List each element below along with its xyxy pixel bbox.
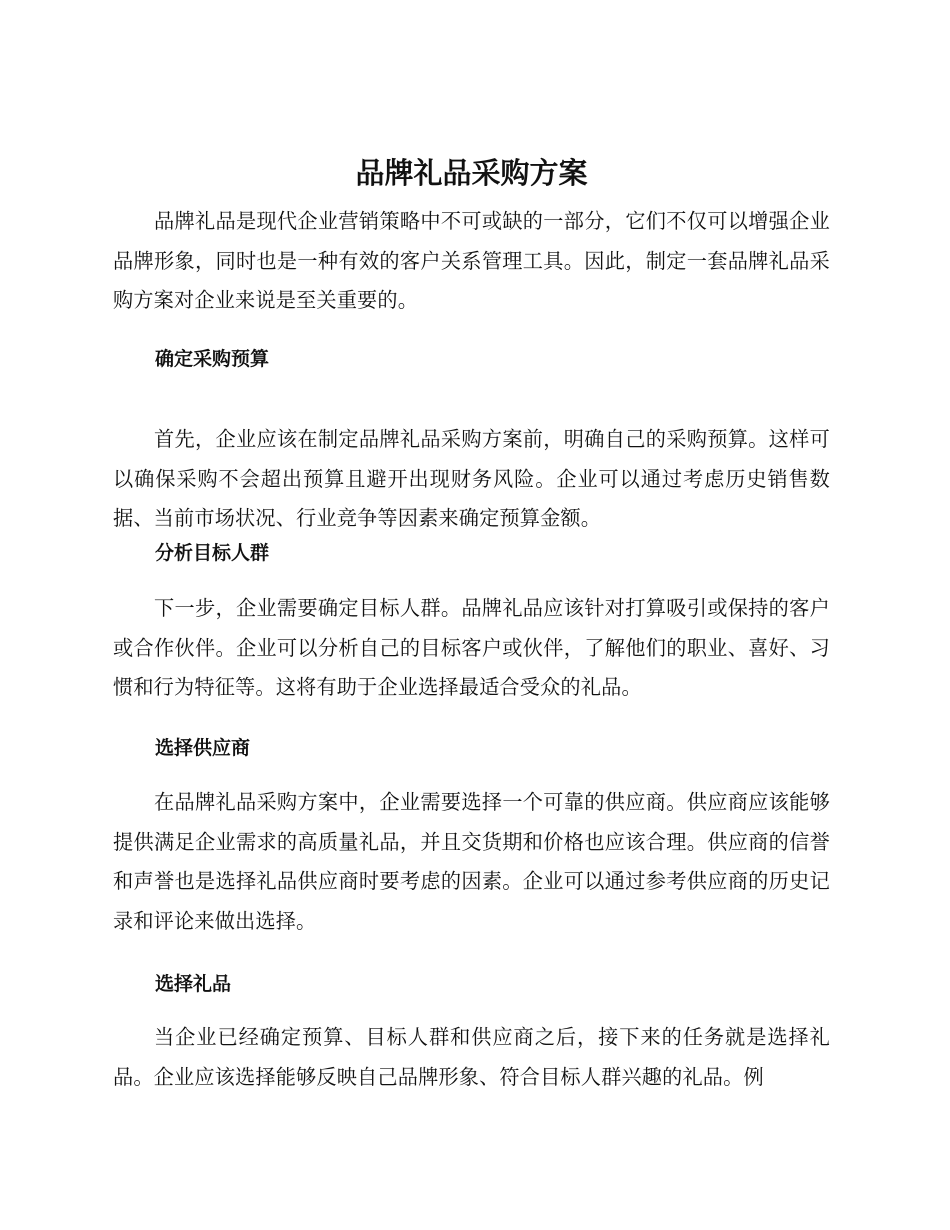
section-body-supplier: 在品牌礼品采购方案中，企业需要选择一个可靠的供应商。供应商应该能够提供满足企业需求的高质量礼品，并且交货期和价格也应该合理。供应商的信誉和声誉也是选择礼品供应商时要考虑的因素。企业可以通过参考供应商的历史记录和评论来做出选择。	[113, 790, 830, 933]
section-body-budget: 首先，企业应该在制定品牌礼品采购方案前，明确自己的采购预算。这样可以确保采购不会超出预算且避开出现财务风险。企业可以通过考虑历史销售数据、当前市场状况、行业竞争等因素来确定预算金额。	[113, 427, 830, 530]
section-heading-audience: 分析目标人群	[155, 542, 270, 564]
section-heading-gift: 选择礼品	[155, 973, 232, 995]
document-title: 品牌礼品采购方案	[355, 156, 588, 190]
section-heading-budget: 确定采购预算	[155, 348, 270, 370]
intro-paragraph: 品牌礼品是现代企业营销策略中不可或缺的一部分，它们不仅可以增强企业品牌形象，同时也是一种有效的客户关系管理工具。因此，制定一套品牌礼品采购方案对企业来说是至关重要的。	[113, 209, 830, 312]
section-body-gift: 当企业已经确定预算、目标人群和供应商之后，接下来的任务就是选择礼品。企业应该选择能够反映自己品牌形象、符合目标人群兴趣的礼品。例	[113, 1025, 830, 1089]
section-body-audience: 下一步，企业需要确定目标人群。品牌礼品应该针对打算吸引或保持的客户或合作伙伴。企业可以分析自己的目标客户或伙伴，了解他们的职业、喜好、习惯和行为特征等。这将有助于企业选择最适合受众的礼品。	[113, 596, 830, 699]
section-heading-supplier: 选择供应商	[155, 737, 251, 759]
